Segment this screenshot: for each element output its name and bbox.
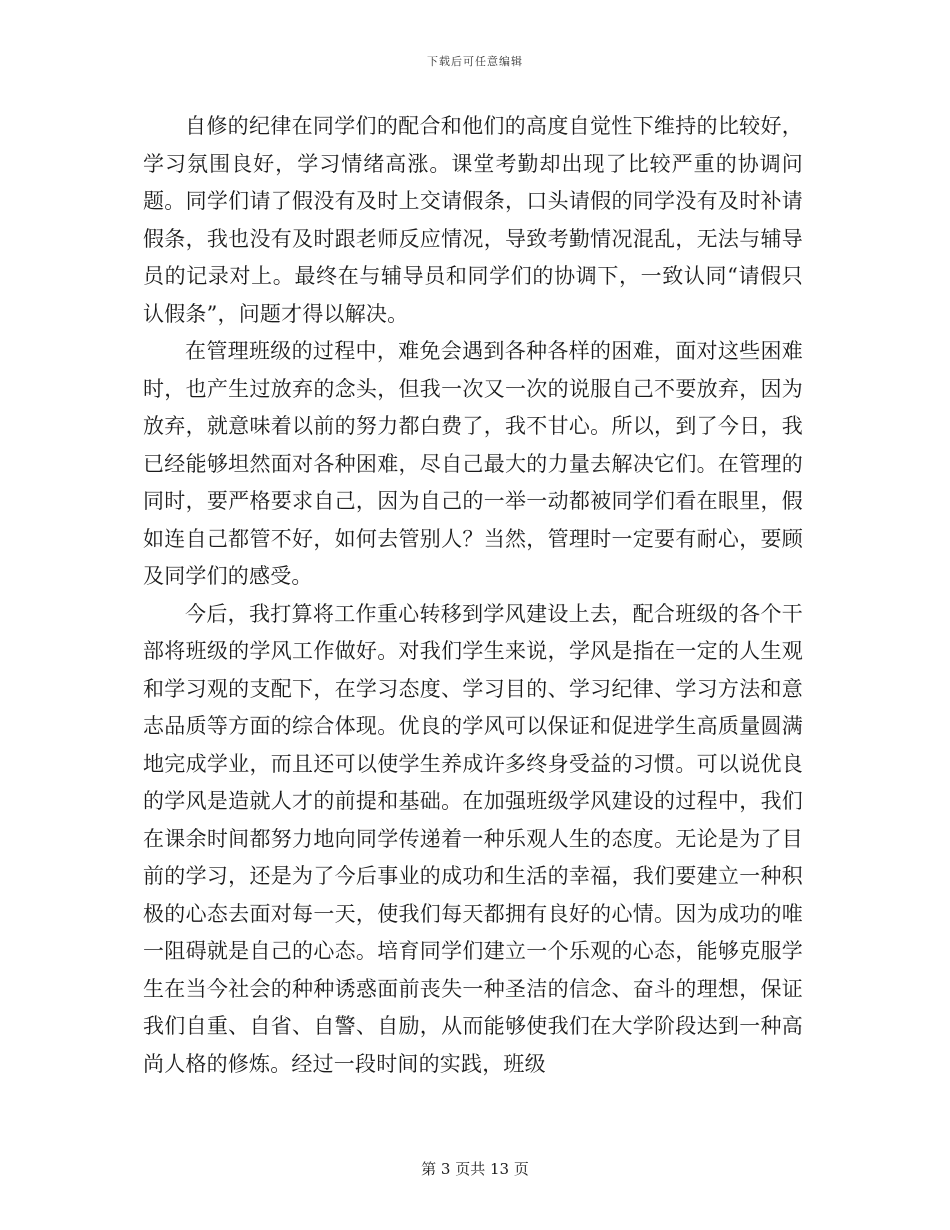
page-number: 第 3 页共 13 页 bbox=[421, 1160, 529, 1178]
document-body bbox=[143, 108, 803, 1083]
paragraph-study-style: 今后，我打算将工作重心转移到学风建设上去，配合班级的各个干部将班级的学风工作做好。对我们学生来说，学风是指在一定的人生观和学习观的支配下，在学习态度、学习目的、学习纪律、学习方法和意志品质等方面的综合体现。优良的学风可以保证和促进学生高质量圆满地完成学业，而且还可以使学生养成许多终身受益的习惯。可以说优良的学风是造就人才的前提和基础。在加强班级学风建设的过程中，我们在课余时间都努力地向同学传递着一种乐观人生的态度。无论是为了目前的学习，还是为了今后事业的成功和生活的幸福，我们要建立一种积极的心态去面对每一天，使我们每天都拥有良好的心情。因为成功的唯一阻碍就是自己的心态。培育同学们建立一个乐观的心态，能够克服学生在当今社会的种种诱惑面前丧失一种圣洁的信念、奋斗的理想，保证我们自重、自省、自警、自励，从而能够使我们在大学阶段达到一种高尚人格的修炼。经过一段时间的实践，班级 bbox=[143, 601, 803, 1076]
page-header-note: 下载后可任意编辑 bbox=[427, 55, 523, 68]
paragraph-management: 在管理班级的过程中，难免会遇到各种各样的困难，面对这些困难时，也产生过放弃的念头，但我一次又一次的说服自己不要放弃，因为放弃，就意味着以前的努力都白费了，我不甘心。所以，到了今日，我已经能够坦然面对各种困难，尽自己最大的力量去解决它们。在管理的同时，要严格要求自己，因为自己的一举一动都被同学们看在眼里，假如连自己都管不好，如何去管别人？当然，管理时一定要有耐心，要顾及同学们的感受。 bbox=[143, 339, 803, 588]
paragraph-attendance: 自修的纪律在同学们的配合和他们的高度自觉性下维持的比较好，学习氛围良好，学习情绪高涨。课堂考勤却出现了比较严重的协调问题。同学们请了假没有及时上交请假条，口头请假的同学没有及时补请假条，我也没有及时跟老师反应情况，导致考勤情况混乱，无法与辅导员的记录对上。最终在与辅导员和同学们的协调下，一致认同“请假只认假条”，问题才得以解决。 bbox=[143, 114, 803, 326]
